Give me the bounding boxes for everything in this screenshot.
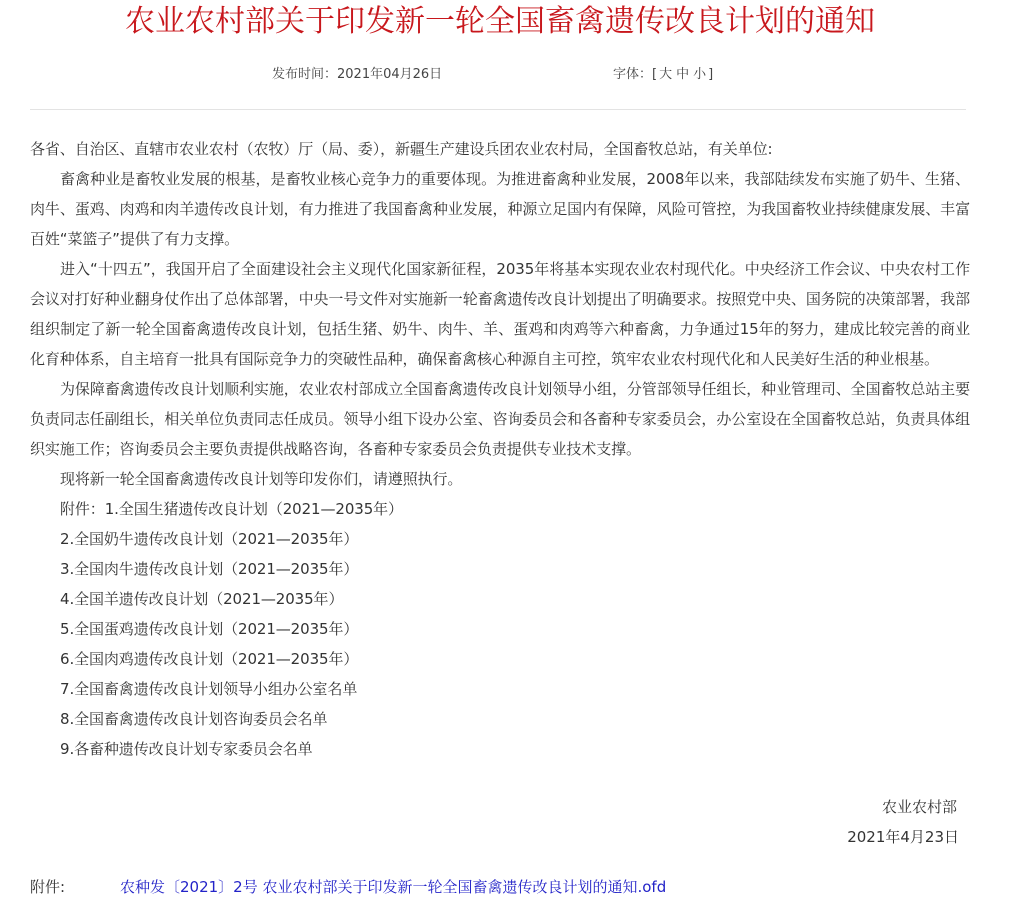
paragraph-4: 现将新一轮全国畜禽遗传改良计划等印发你们，请遵照执行。 [60,470,463,488]
font-medium-button[interactable]: 中 [676,67,690,82]
font-size-label: 字体： [613,67,653,82]
attachment-item-4: 4.全国羊遗传改良计划（2021—2035年） [60,590,344,608]
signer: 农业农村部 [881,798,957,816]
font-bracket-open: [ [652,67,658,82]
attachment-item-9: 9.各畜种遗传改良计划专家委员会名单 [60,740,313,758]
attachment-item-8: 8.全国畜禽遗传改良计划咨询委员会名单 [60,710,328,728]
attachment-item-1: 附件：1.全国生猪遗传改良计划（2021—2035年） [60,500,403,518]
font-small-button[interactable]: 小 [693,67,707,82]
sign-date: 2021年4月23日 [847,828,959,846]
font-size-controls [613,66,713,84]
paragraph-3: 为保障畜禽遗传改良计划顺利实施，农业农村部成立全国畜禽遗传改良计划领导小组，分管部领导任组长，种业管理司、全国畜牧总站主要负责同志任副组长，相关单位负责同志任成员。领导小组下设办公室、咨询委员会和各畜种专家委员会，办公室设在全国畜牧总站，负责具体组织实施工作；咨询委员会主要负责提供战略咨询，各畜种专家委员会负责提供专业技术支撑。 [30,380,970,458]
salutation: 各省、自治区、直辖市农业农村（农牧）厅（局、委），新疆生产建设兵团农业农村局，全国畜牧总站，有关单位: [30,140,773,158]
font-large-button[interactable]: 大 [659,67,673,82]
attachment-download-link[interactable]: 农种发〔2021〕2号 农业农村部关于印发新一轮全国畜禽遗传改良计划的通知.ofd [120,878,667,896]
page-title: 农业农村部关于印发新一轮全国畜禽遗传改良计划的通知 [125,4,875,39]
article-body [30,134,970,764]
attachment-item-5: 5.全国蛋鸡遗传改良计划（2021—2035年） [60,620,359,638]
paragraph-2: 进入“十四五”，我国开启了全面建设社会主义现代化国家新征程，2035年将基本实现农业农村现代化。中央经济工作会议、中央农村工作会议对打好种业翻身仗作出了总体部署，中央一号文件对实施新一轮畜禽遗传改良计划提出了明确要求。按照党中央、国务院的决策部署，我部组织制定了新一轮全国畜禽遗传改良计划，包括生猪、奶牛、肉牛、羊、蛋鸡和肉鸡等六种畜禽，力争通过15年的努力，建成比较完善的商业化育种体系，自主培育一批具有国际竞争力的突破性品种，确保畜禽核心种源自主可控，筑牢农业农村现代化和人民美好生活的种业根基。 [30,260,970,368]
publish-time: 发布时间：2021年04月26日 [272,67,443,82]
font-bracket-close: ] [708,67,714,82]
attachment-item-3: 3.全国肉牛遗传改良计划（2021—2035年） [60,560,359,578]
header-divider [30,109,966,110]
attachment-item-2: 2.全国奶牛遗传改良计划（2021—2035年） [60,530,359,548]
attachment-item-7: 7.全国畜禽遗传改良计划领导小组办公室名单 [60,680,358,698]
attachment-label: 附件: [30,878,66,896]
attachment-item-6: 6.全国肉鸡遗传改良计划（2021—2035年） [60,650,359,668]
paragraph-1: 畜禽种业是畜牧业发展的根基，是畜牧业核心竞争力的重要体现。为推进畜禽种业发展，2008年以来，我部陆续发布实施了奶牛、生猪、肉牛、蛋鸡、肉鸡和肉羊遗传改良计划，有力推进了我国畜禽种业发展，种源立足国内有保障，风险可管控，为我国畜牧业持续健康发展、丰富百姓“菜篮子”提供了有力支撑。 [30,170,970,248]
